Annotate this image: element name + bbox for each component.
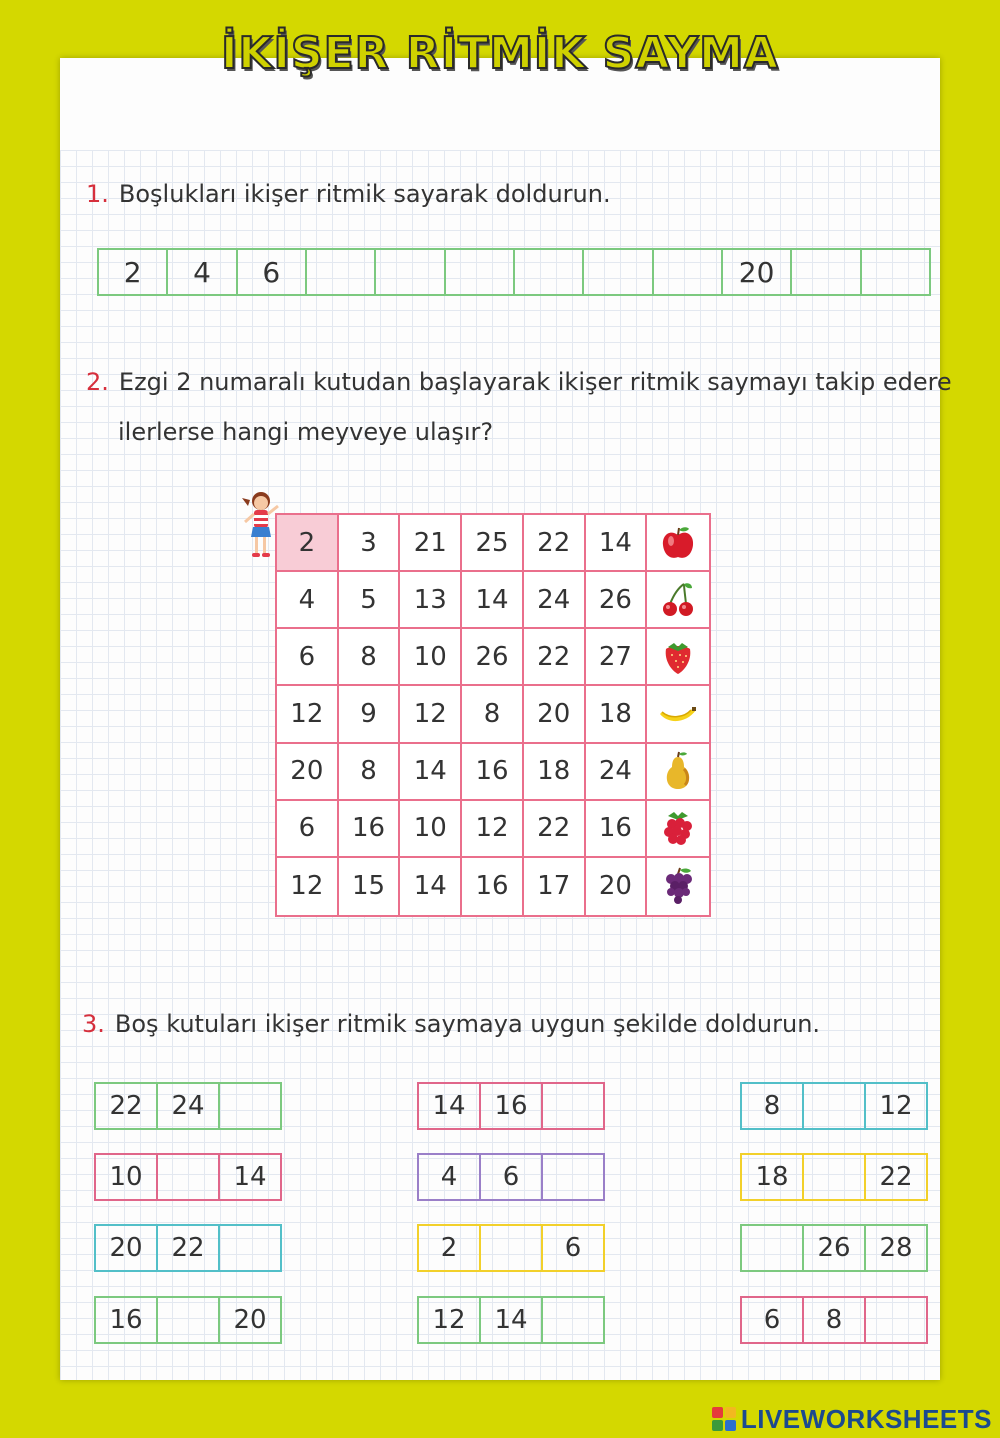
grid-cell: 22 xyxy=(524,629,586,686)
grid-cell: 12 xyxy=(462,801,524,858)
fruit-cell[interactable] xyxy=(647,858,709,915)
brand-name: LIVEWORKSHEETS xyxy=(740,1403,992,1434)
count-box[interactable] xyxy=(158,1298,220,1342)
liveworksheets-logo-icon xyxy=(711,1406,737,1432)
question-3 xyxy=(82,1010,820,1038)
count-box[interactable]: 8 xyxy=(742,1084,804,1128)
grid-cell: 8 xyxy=(462,686,524,743)
count-box-group xyxy=(94,1224,282,1272)
sequence-cell[interactable] xyxy=(307,250,376,294)
question-1 xyxy=(86,180,611,208)
grid-cell: 8 xyxy=(339,744,401,801)
question-3-text: Boş kutuları ikişer ritmik saymaya uygun şekilde doldurun. xyxy=(114,1010,821,1038)
sequence-row xyxy=(97,248,931,296)
count-box-group xyxy=(740,1296,928,1344)
count-box[interactable]: 2 xyxy=(419,1226,481,1270)
count-box[interactable] xyxy=(742,1226,804,1270)
count-box[interactable]: 20 xyxy=(233,1305,267,1335)
grid-cell: 17 xyxy=(524,858,586,915)
grid-cell: 10 xyxy=(400,801,462,858)
grid-cell: 21 xyxy=(400,515,462,572)
question-2-number: 2. xyxy=(86,368,109,396)
question-2-line-1: Ezgi 2 numaralı kutudan başlayarak ikişer ritmik saymayı takip edere xyxy=(118,368,952,396)
count-box[interactable] xyxy=(543,1155,603,1199)
liveworksheets-brand[interactable] xyxy=(711,1404,992,1434)
count-box[interactable] xyxy=(804,1155,866,1199)
grid-cell: 6 xyxy=(277,629,339,686)
grid-cell: 26 xyxy=(462,629,524,686)
count-box[interactable] xyxy=(543,1084,603,1128)
count-box-group xyxy=(740,1224,928,1272)
grid-cell: 18 xyxy=(524,744,586,801)
fruit-cell[interactable] xyxy=(647,744,709,801)
raspberry-icon xyxy=(658,808,698,848)
question-2 xyxy=(86,368,952,396)
grid-cell: 16 xyxy=(586,801,648,858)
grid-cell: 24 xyxy=(524,572,586,629)
grid-cell: 22 xyxy=(524,515,586,572)
count-box[interactable]: 22 xyxy=(879,1162,913,1192)
banana-icon xyxy=(658,694,698,734)
grid-cell: 27 xyxy=(586,629,648,686)
fruit-cell[interactable] xyxy=(647,515,709,572)
grid-cell: 20 xyxy=(277,744,339,801)
fruit-cell[interactable] xyxy=(647,629,709,686)
grid-cell: 12 xyxy=(277,858,339,915)
count-box[interactable] xyxy=(158,1155,220,1199)
grid-cell-start: 2 xyxy=(277,515,339,572)
fruit-cell[interactable] xyxy=(647,686,709,743)
count-box[interactable]: 26 xyxy=(804,1226,866,1270)
count-box[interactable]: 6 xyxy=(564,1233,582,1263)
sequence-cell[interactable] xyxy=(584,250,653,294)
question-1-number: 1. xyxy=(86,180,109,208)
sequence-cell[interactable]: 20 xyxy=(723,250,792,294)
sequence-cell[interactable] xyxy=(792,250,861,294)
grid-cell: 10 xyxy=(400,629,462,686)
count-box[interactable]: 12 xyxy=(419,1298,481,1342)
grid-cell: 12 xyxy=(277,686,339,743)
number-grid xyxy=(275,513,711,917)
fruit-cell[interactable] xyxy=(647,572,709,629)
count-box[interactable]: 28 xyxy=(879,1233,913,1263)
count-box[interactable]: 16 xyxy=(481,1084,543,1128)
grid-cell: 6 xyxy=(277,801,339,858)
count-box[interactable] xyxy=(804,1084,866,1128)
sequence-cell[interactable] xyxy=(446,250,515,294)
question-1-text: Boşlukları ikişer ritmik sayarak doldurun. xyxy=(118,180,611,208)
count-box[interactable]: 24 xyxy=(158,1084,220,1128)
grapes-icon xyxy=(658,866,698,906)
sequence-cell[interactable]: 2 xyxy=(99,250,168,294)
fruit-cell[interactable] xyxy=(647,801,709,858)
grid-cell: 20 xyxy=(586,858,648,915)
grid-cell: 24 xyxy=(586,744,648,801)
count-box[interactable]: 22 xyxy=(158,1226,220,1270)
count-box-group xyxy=(417,1296,605,1344)
grid-cell: 22 xyxy=(524,801,586,858)
count-box-group xyxy=(740,1153,928,1201)
count-box[interactable]: 20 xyxy=(96,1226,158,1270)
count-box-group xyxy=(417,1224,605,1272)
grid-cell: 14 xyxy=(462,572,524,629)
count-box-group xyxy=(94,1296,282,1344)
count-box[interactable]: 12 xyxy=(879,1091,913,1121)
question-3-number: 3. xyxy=(82,1010,105,1038)
sequence-cell[interactable]: 6 xyxy=(238,250,307,294)
question-2-line-2: ilerlerse hangi meyveye ulaşır? xyxy=(118,418,494,446)
sequence-cell[interactable] xyxy=(654,250,723,294)
count-box[interactable]: 4 xyxy=(419,1155,481,1199)
grid-cell: 20 xyxy=(524,686,586,743)
grid-cell: 16 xyxy=(339,801,401,858)
grid-cell: 12 xyxy=(400,686,462,743)
count-box[interactable]: 6 xyxy=(481,1155,543,1199)
strawberry-icon xyxy=(658,637,698,677)
grid-cell: 9 xyxy=(339,686,401,743)
sequence-cell[interactable] xyxy=(862,250,929,294)
grid-cell: 13 xyxy=(400,572,462,629)
grid-cell: 5 xyxy=(339,572,401,629)
count-box[interactable] xyxy=(866,1298,926,1342)
count-box[interactable]: 10 xyxy=(96,1155,158,1199)
count-box[interactable]: 14 xyxy=(419,1084,481,1128)
grid-cell: 14 xyxy=(400,744,462,801)
worksheet-title: İKİŞER RİTMİK SAYMA xyxy=(221,28,779,79)
grid-cell: 8 xyxy=(339,629,401,686)
grid-cell: 18 xyxy=(586,686,648,743)
grid-cell: 4 xyxy=(277,572,339,629)
count-box[interactable]: 18 xyxy=(742,1155,804,1199)
count-box-group xyxy=(94,1153,282,1201)
count-box[interactable]: 22 xyxy=(96,1084,158,1128)
grid-cell: 14 xyxy=(400,858,462,915)
grid-cell: 14 xyxy=(586,515,648,572)
count-box-group xyxy=(417,1153,605,1201)
cherry-icon xyxy=(658,580,698,620)
grid-cell: 15 xyxy=(339,858,401,915)
count-box-group xyxy=(740,1082,928,1130)
count-box[interactable]: 14 xyxy=(481,1298,543,1342)
pear-icon xyxy=(658,751,698,791)
count-box[interactable] xyxy=(220,1084,280,1128)
count-box[interactable] xyxy=(543,1298,603,1342)
apple-icon xyxy=(658,523,698,563)
grid-cell: 26 xyxy=(586,572,648,629)
sequence-cell[interactable] xyxy=(376,250,445,294)
grid-cell: 3 xyxy=(339,515,401,572)
count-box[interactable] xyxy=(481,1226,543,1270)
grid-cell: 16 xyxy=(462,858,524,915)
sequence-cell[interactable]: 4 xyxy=(168,250,237,294)
count-box[interactable]: 16 xyxy=(96,1298,158,1342)
grid-cell: 25 xyxy=(462,515,524,572)
count-box[interactable] xyxy=(220,1226,280,1270)
count-box[interactable]: 8 xyxy=(804,1298,866,1342)
count-box[interactable]: 14 xyxy=(233,1162,267,1192)
sequence-cell[interactable] xyxy=(515,250,584,294)
grid-cell: 16 xyxy=(462,744,524,801)
count-box-group xyxy=(94,1082,282,1130)
count-box[interactable]: 6 xyxy=(742,1298,804,1342)
count-box-group xyxy=(417,1082,605,1130)
